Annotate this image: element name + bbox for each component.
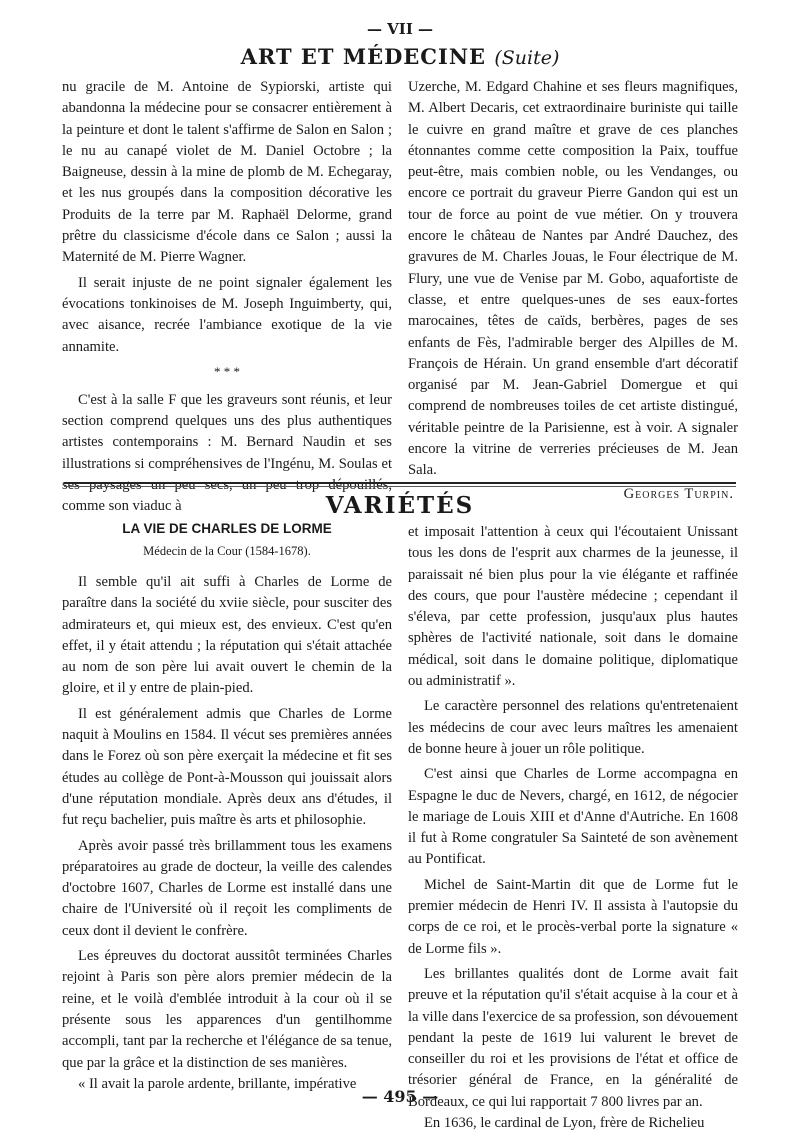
page-number: — 495 — [361, 1087, 439, 1106]
article-title: LA VIE DE CHARLES DE LORME [122, 521, 332, 536]
article-paragraph: Les brillantes qualités dont de Lorme avait fait preuve et la réputation qu'il s'était acquise à la cour et à la ville dans l'exercice de sa profession, son dévouement pendant la peste de 1619 lui valurent le brevet de conseiller du roi et les provisions de l'état et office de trésorier général de France, en la généralité de Bordeaux, ce qui lui rapportait 7 800 livres par an. [408, 965, 738, 1110]
article-paragraph: et imposait l'attention à ceux qui l'écoutaient Unissant tous les dons de l'esprit aux charmes de la jeunesse, il paraissait né bien plus pour la vie élégante et raffinée des cours, que pour l'austère médecine ; cependant il s'éleva, par cette profession, jusqu'aux plus hautes sphères de l'activité nationale, soit dans le domaine médical, soit dans le domaine politique, diplomatique ou administratif ». [408, 524, 738, 690]
art-paragraph: nu gracile de M. Antoine de Sypiorski, artiste qui abandonna la médecine pour se consacrer entièrement à la peinture et dont le talent s'affirme de Salon en Salon ; le nu au canapé violet de M. Daniel Octobre ; la Baigneuse, dessin à la mine de plomb de M. Echegaray, et les nus groupés dans la composition décorative les Produits de la terre par M. Raphaël Delorme, grand prêtre du classicisme d'école dans ce Salon ; aussi la Maternité de M. Pierre Wagner. [62, 79, 392, 266]
art-paragraph: Il serait injuste de ne point signaler également les évocations tonkinoises de M. Joseph Inguimberty, qui, avec aisance, recrée l'ambiance exotique de la vie annamite. [62, 274, 392, 355]
art-column-left [62, 77, 392, 518]
article-subtitle: Médecin de la Cour (1584-1678). [143, 544, 311, 558]
varietes-column-right [408, 522, 738, 1134]
article-paragraph: « Il avait la parole ardente, brillante, impérative [78, 1075, 357, 1092]
art-paragraph: C'est à la salle F que les graveurs sont réunis, et leur section comprend quelques uns des plus authentiques artistes contemporains : M. Bernard Naudin et ses illustrations si compréhensives de l'Ingénu, M. Soulas et ses paysages un peu secs, un peu trop dépouillés, comme son viaduc à [62, 391, 392, 515]
section-title-text: ART ET MÉDECINE [240, 44, 487, 69]
article-paragraph: Il est généralement admis que Charles de Lorme naquit à Moulins en 1584. Il vécut ses premières années dans le Forez où son père exerçait la médecine et fit ses études au collège de Pont-à-Mousson qui jouissait alors d'une réputation mondiale. Après deux ans d'études, il fut reçu bachelier, puis maître ès arts et philosophie. [62, 705, 392, 829]
section-title-suite: (Suite) [494, 47, 560, 69]
section-divider-thin [64, 486, 736, 487]
art-paragraph: Uzerche, M. Edgard Chahine et ses fleurs magnifiques, M. Albert Decaris, cet extraordinaire buriniste qui taille le cuivre en grand maître et grave de ces planches étonnantes comme cette composition la Paix, touffue peut-être, mais combien noble, ou les Vendanges, ou encore ce portrait du graveur Pierre Gandon qui est un tour de force au point de vue métier. On y trouvera encore le château de Nantes par André Dauchez, des gravures de M. Charles Jouas, le Four électrique de M. Flury, une vue de Venise par M. Gobo, aquafortiste de classe, et entre quelques-unes de ses eaux-fortes marocaines, têtes de caïds, berbères, pages de ses enfants de Fès, l'admirable berger des Alpilles de M. François de Hérain. Un grand ensemble d'art décoratif organisé par M. Jean-Gabriel Domergue et qui comprend de nombreuses toiles de cet artiste distingué, véritable peintre de la Parisienne, est à voir. A signaler encore la vitrine de verreries précieuses de M. Jean Sala. [408, 79, 738, 479]
section-divider [64, 482, 736, 484]
article-paragraph: En 1636, le cardinal de Lyon, frère de Richelieu [424, 1115, 705, 1132]
article-paragraph: C'est ainsi que Charles de Lorme accompagna en Espagne le duc de Nevers, chargé, en 1612, de négocier le mariage de Louis XIII et d'Anne d'Autriche. En 1608 il fut à Rome congratuler Sa Sainteté de son avènement au Pontificat. [408, 766, 738, 868]
article-paragraph: Les épreuves du doctorat aussitôt terminées Charles rejoint à Paris son père alors premier médecin de la reine, et le voilà d'emblée introduit à la cour où il se présente sous les apparences d'un gentilhomme accompli, tant par la recherche et l'élégance de sa tenue, que par la grâce et la distinction de ses manières. [62, 948, 392, 1071]
section-title [0, 44, 800, 69]
roman-page-number: — VII — [366, 20, 434, 38]
art-column-right [408, 77, 738, 505]
article-paragraph: Le caractère personnel des relations qu'entretenaient les médecins de cour avec leurs maîtres les amenaient de bonne heure à jouer un rôle politique. [408, 698, 738, 757]
article-paragraph: Après avoir passé très brillamment tous les examens préparatoires au grade de docteur, la veille des calendes d'octobre 1607, Charles de Lorme est installé dans une chaire de l'Université où il reçoit les compliments de ceux dont il devient le confrère. [62, 837, 392, 939]
article-paragraph: Il semble qu'il ait suffi à Charles de Lorme de paraître dans la société du xviie siècle, pour susciter des admirateurs et, qui mieux est, des envieux. C'est qu'en effet, il y était attendu ; la réputation qui s'était attachée au nom de son père lui avait ouvert le chemin de la gloire, et il y entre de plain-pied. [62, 574, 392, 697]
section-break-stars: * * * [214, 363, 240, 379]
varietes-heading: VARIÉTÉS [325, 492, 475, 519]
author-signature: Georges Turpin. [623, 485, 734, 502]
varietes-column-left [62, 521, 392, 1095]
article-paragraph: Michel de Saint-Martin dit que de Lorme fut le premier médecin de Henri IV. Il assista à l'autopsie du corps de ce roi, et le procès-verbal porte la signature « de Lorme fils ». [408, 876, 738, 957]
